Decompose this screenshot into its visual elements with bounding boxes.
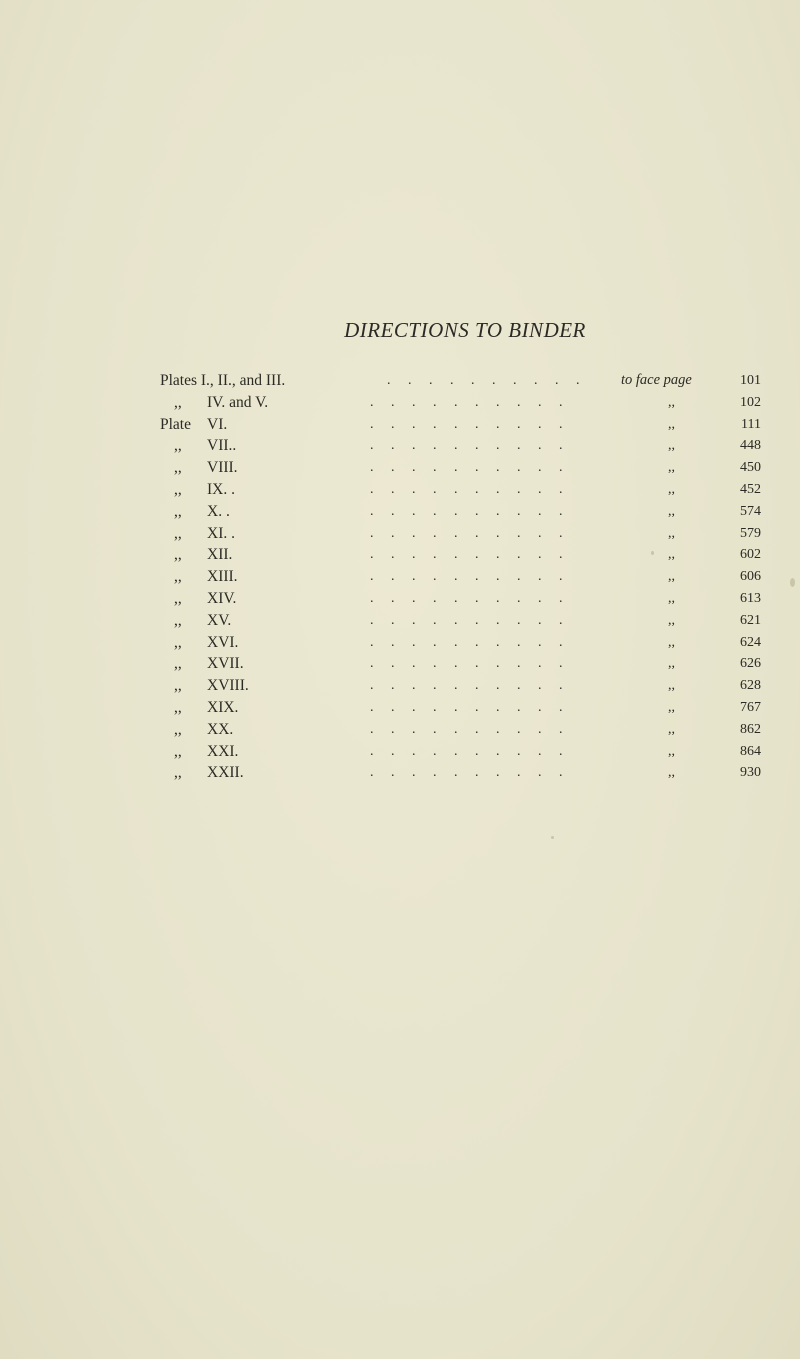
leader-dots: .......... [370,438,580,454]
leader-dots: .......... [370,634,580,650]
row-label: IV. and V. [207,393,269,411]
ditto-mark: ,, [174,459,182,477]
page-number: 602 [740,547,761,563]
leader-dots: .......... [370,525,580,541]
table-row [160,653,765,675]
page-number: 574 [740,503,761,519]
leader-dots: .......... [370,416,580,432]
page-number: 626 [740,656,761,672]
page-number: 450 [740,460,761,476]
page-number: 579 [740,525,761,541]
leader-dots: .......... [370,481,580,497]
ditto-mark: ,, [174,698,182,716]
page-number: 111 [741,416,761,432]
page-number: 102 [740,394,761,410]
row-label: X. . [207,502,230,520]
ditto-mark: ,, [668,547,675,563]
table-row [160,566,765,588]
ditto-mark: ,, [668,743,675,759]
ditto-mark: ,, [668,590,675,606]
table-row [160,544,765,566]
ditto-mark: ,, [174,720,182,738]
ditto-mark: ,, [668,481,675,497]
row-label: IX. . [207,480,235,498]
table-row [160,610,765,632]
leader-dots: .......... [370,743,580,759]
page-number: 624 [740,634,761,650]
ditto-mark: ,, [668,721,675,737]
row-label: XV. [207,611,232,629]
ditto-mark: ,, [668,569,675,585]
plates-row-first [160,370,765,392]
page-number: 448 [740,438,761,454]
table-row [160,697,765,719]
table-row [160,675,765,697]
page-title: DIRECTIONS TO BINDER [344,318,586,342]
leader-dots: .......... [370,460,580,476]
row-label: XVIII. [207,677,249,695]
page-number: 452 [740,481,761,497]
table-row [160,588,765,610]
leader-dots: .......... [370,547,580,563]
ditto-mark: ,, [174,393,182,411]
page-number: 864 [740,743,761,759]
table-row [160,479,765,501]
row-label: XIX. [207,698,239,716]
ditto-mark: ,, [668,416,675,432]
page-number: 606 [740,569,761,585]
ditto-mark: ,, [668,699,675,715]
table-row [160,435,765,457]
paper-speck [551,836,554,839]
page-number: 613 [740,590,761,606]
row-label: Plates I., II., and III. [160,372,286,389]
ditto-mark: ,, [174,480,182,498]
leader-dots: .......... [370,503,580,519]
ditto-mark: ,, [668,525,675,541]
ditto-mark: ,, [174,524,182,542]
plate-row-third [160,414,765,436]
table-row [160,457,765,479]
ditto-mark: ,, [174,546,182,564]
row-label: VI. [207,415,228,433]
table-row [160,501,765,523]
leader-dots: .......... [370,394,580,410]
table-row [160,762,765,784]
row-label: XI. . [207,524,235,542]
leader-dots: .......... [370,765,580,781]
ditto-mark: ,, [668,503,675,519]
leader-dots: .......... [370,721,580,737]
row-label: XXII. [207,764,244,782]
paper-speck [651,551,654,555]
page-number: 930 [740,765,761,781]
row-label: XVI. [207,633,239,651]
plates-row-second [160,392,765,414]
ditto-mark: ,, [668,460,675,476]
leader-dots: .......... [370,699,580,715]
plates-list [160,370,765,784]
row-label: VII.. [207,437,237,455]
leader-dots: .......... [370,656,580,672]
row-label: XXI. [207,742,239,760]
ditto-mark: ,, [668,678,675,694]
ditto-mark: ,, [174,655,182,673]
row-label: XII. [207,546,233,564]
table-row [160,741,765,763]
ditto-mark: ,, [174,437,182,455]
ditto-mark: ,, [668,612,675,628]
leader-dots: .......... [370,678,580,694]
face-page-label: to face page [621,372,692,388]
table-row [160,523,765,545]
ditto-mark: ,, [174,764,182,782]
page-number: 621 [740,612,761,628]
row-label: XX. [207,720,234,738]
table-row [160,632,765,654]
paper-speck [790,578,795,587]
row-label: XIII. [207,568,238,586]
ditto-mark: ,, [668,765,675,781]
ditto-mark: ,, [174,611,182,629]
page-number: 628 [740,678,761,694]
page-number: 862 [740,721,761,737]
ditto-mark: ,, [174,568,182,586]
row-label: XVII. [207,655,244,673]
leader-dots: .......... [370,612,580,628]
ditto-mark: ,, [174,742,182,760]
row-prefix: Plate [160,415,191,433]
page-number: 101 [740,373,761,388]
ditto-mark: ,, [174,633,182,651]
leader-dots: .......... [370,569,580,585]
ditto-mark: ,, [174,677,182,695]
row-label: VIII. [207,459,238,477]
ditto-mark: ,, [668,656,675,672]
leader-dots: .......... [387,373,597,388]
ditto-mark: ,, [668,438,675,454]
ditto-mark: ,, [174,502,182,520]
table-row [160,719,765,741]
leader-dots: .......... [370,590,580,606]
ditto-mark: ,, [668,634,675,650]
ditto-mark: ,, [668,394,675,410]
row-label: XIV. [207,589,237,607]
ditto-mark: ,, [174,589,182,607]
plate-rows [160,435,765,784]
page-number: 767 [740,699,761,715]
